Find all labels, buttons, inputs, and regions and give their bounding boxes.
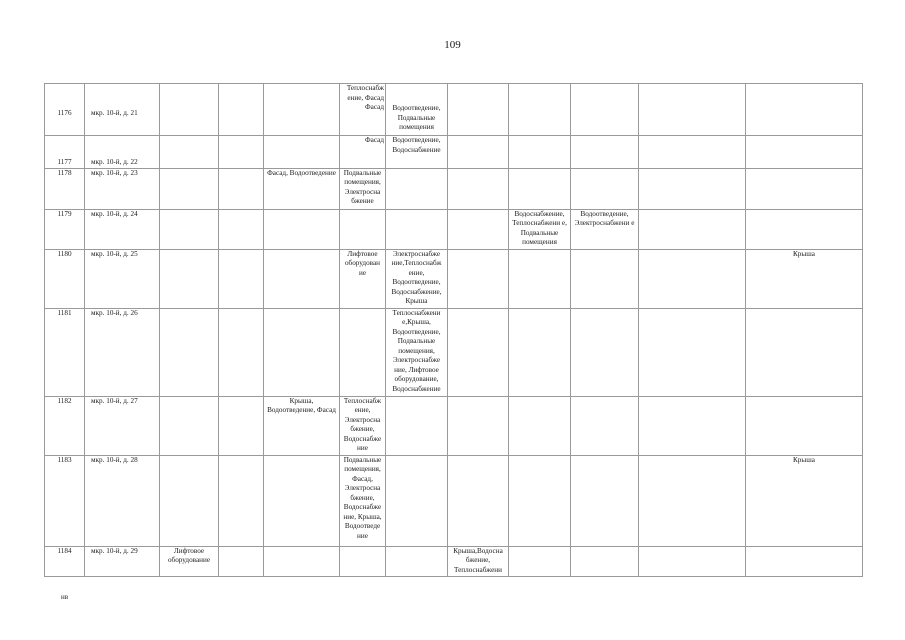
cell bbox=[264, 136, 340, 169]
cell bbox=[340, 546, 386, 576]
row-number: 1183 bbox=[45, 455, 85, 546]
cell bbox=[264, 84, 340, 136]
cell bbox=[509, 308, 571, 396]
cell: Крыша, Водоотведение, Фасад bbox=[264, 396, 340, 455]
row-number: 1176 bbox=[45, 84, 85, 136]
cell bbox=[448, 168, 509, 209]
footer-mark: нв bbox=[61, 593, 69, 601]
cell: Теплоснабжени е,Крыша, Водоотведение, Подвальные помещения, Электроснабже ние, Лифтовое оборудование, Водоснабжение bbox=[386, 308, 448, 396]
cell: Крыша bbox=[746, 249, 863, 308]
cell bbox=[219, 249, 264, 308]
cell bbox=[639, 546, 746, 576]
address-cell: мкр. 10-й, д. 23 bbox=[85, 168, 160, 209]
cell: Лифтовое оборудование bbox=[160, 546, 219, 576]
row-number: 1177 bbox=[45, 136, 85, 169]
cell bbox=[509, 84, 571, 136]
cell: Водоотведение, Подвальные помещения bbox=[386, 84, 448, 136]
cell bbox=[448, 308, 509, 396]
cell: Крыша bbox=[746, 455, 863, 546]
cell bbox=[386, 209, 448, 249]
cell bbox=[160, 455, 219, 546]
cell bbox=[448, 136, 509, 169]
cell bbox=[264, 249, 340, 308]
cell bbox=[219, 455, 264, 546]
cell bbox=[219, 546, 264, 576]
row-number: 1178 bbox=[45, 168, 85, 209]
cell bbox=[571, 308, 639, 396]
cell bbox=[448, 249, 509, 308]
address-cell: мкр. 10-й, д. 24 bbox=[85, 209, 160, 249]
table-row bbox=[45, 455, 863, 546]
cell bbox=[386, 168, 448, 209]
cell bbox=[639, 168, 746, 209]
cell bbox=[448, 84, 509, 136]
table-row bbox=[45, 308, 863, 396]
page-number: 109 bbox=[444, 39, 461, 51]
cell: Водоотведение, Водоснабжение bbox=[386, 136, 448, 169]
cell bbox=[639, 84, 746, 136]
table-row bbox=[45, 396, 863, 455]
table-row bbox=[45, 168, 863, 209]
cell bbox=[340, 308, 386, 396]
address-cell: мкр. 10-й, д. 27 bbox=[85, 396, 160, 455]
cell bbox=[639, 209, 746, 249]
cell bbox=[746, 168, 863, 209]
cell bbox=[340, 209, 386, 249]
table-row bbox=[45, 84, 863, 136]
row-number: 1184 bbox=[45, 546, 85, 576]
cell bbox=[509, 396, 571, 455]
cell bbox=[264, 546, 340, 576]
cell bbox=[571, 168, 639, 209]
row-number: 1181 bbox=[45, 308, 85, 396]
cell bbox=[746, 136, 863, 169]
cell: Подвальные помещения, Электросна бжение bbox=[340, 168, 386, 209]
address-cell: мкр. 10-й, д. 21 bbox=[85, 84, 160, 136]
cell bbox=[639, 308, 746, 396]
cell bbox=[639, 396, 746, 455]
cell bbox=[509, 455, 571, 546]
cell bbox=[571, 249, 639, 308]
cell bbox=[160, 168, 219, 209]
cell bbox=[386, 546, 448, 576]
cell bbox=[448, 396, 509, 455]
cell: Теплоснабж ение, Фасад Фасад bbox=[340, 84, 386, 136]
cell bbox=[160, 209, 219, 249]
cell bbox=[746, 308, 863, 396]
table-row bbox=[45, 249, 863, 308]
cell bbox=[160, 84, 219, 136]
address-cell: мкр. 10-й, д. 22 bbox=[85, 136, 160, 169]
cell bbox=[746, 546, 863, 576]
cell: Подвальные помещения, Фасад, Электросна бжение, Водоснабже ние, Крыша, Водоотведе ние bbox=[340, 455, 386, 546]
table-row bbox=[45, 209, 863, 249]
cell bbox=[746, 209, 863, 249]
address-cell: мкр. 10-й, д. 25 bbox=[85, 249, 160, 308]
cell bbox=[160, 396, 219, 455]
cell bbox=[219, 209, 264, 249]
row-number: 1179 bbox=[45, 209, 85, 249]
table-row bbox=[45, 136, 863, 169]
cell bbox=[219, 396, 264, 455]
repair-schedule-table bbox=[44, 83, 863, 577]
cell bbox=[746, 396, 863, 455]
cell bbox=[264, 455, 340, 546]
cell bbox=[448, 209, 509, 249]
row-number: 1180 bbox=[45, 249, 85, 308]
cell bbox=[571, 396, 639, 455]
row-number: 1182 bbox=[45, 396, 85, 455]
cell bbox=[219, 168, 264, 209]
cell: Лифтовое оборудован ие bbox=[340, 249, 386, 308]
cell bbox=[219, 84, 264, 136]
cell bbox=[509, 136, 571, 169]
cell bbox=[639, 249, 746, 308]
cell bbox=[639, 455, 746, 546]
cell bbox=[571, 136, 639, 169]
address-cell: мкр. 10-й, д. 26 bbox=[85, 308, 160, 396]
cell bbox=[448, 455, 509, 546]
cell bbox=[264, 209, 340, 249]
cell bbox=[509, 546, 571, 576]
cell: Электроснабже ние,Теплоснабж ение, Водоотведение, Водоснабжение, Крыша bbox=[386, 249, 448, 308]
cell bbox=[160, 308, 219, 396]
cell: Крыша,Водосна бжение, Теплоснабжени bbox=[448, 546, 509, 576]
cell: Фасад, Водоотведение bbox=[264, 168, 340, 209]
cell bbox=[160, 136, 219, 169]
cell: Водоотведение, Электроснабжени е bbox=[571, 209, 639, 249]
cell bbox=[160, 249, 219, 308]
cell: Водоснабжение, Теплоснабжени е, Подвальные помещения bbox=[509, 209, 571, 249]
cell bbox=[264, 308, 340, 396]
cell bbox=[386, 455, 448, 546]
cell bbox=[746, 84, 863, 136]
cell: Теплоснабж ение, Электросна бжение, Водоснабже ние bbox=[340, 396, 386, 455]
cell bbox=[509, 249, 571, 308]
cell bbox=[639, 136, 746, 169]
table-row bbox=[45, 546, 863, 576]
cell bbox=[509, 168, 571, 209]
cell bbox=[571, 84, 639, 136]
cell bbox=[571, 546, 639, 576]
cell bbox=[571, 455, 639, 546]
cell bbox=[219, 308, 264, 396]
cell bbox=[386, 396, 448, 455]
cell bbox=[219, 136, 264, 169]
cell: Фасад bbox=[340, 136, 386, 169]
address-cell: мкр. 10-й, д. 28 bbox=[85, 455, 160, 546]
address-cell: мкр. 10-й, д. 29 bbox=[85, 546, 160, 576]
